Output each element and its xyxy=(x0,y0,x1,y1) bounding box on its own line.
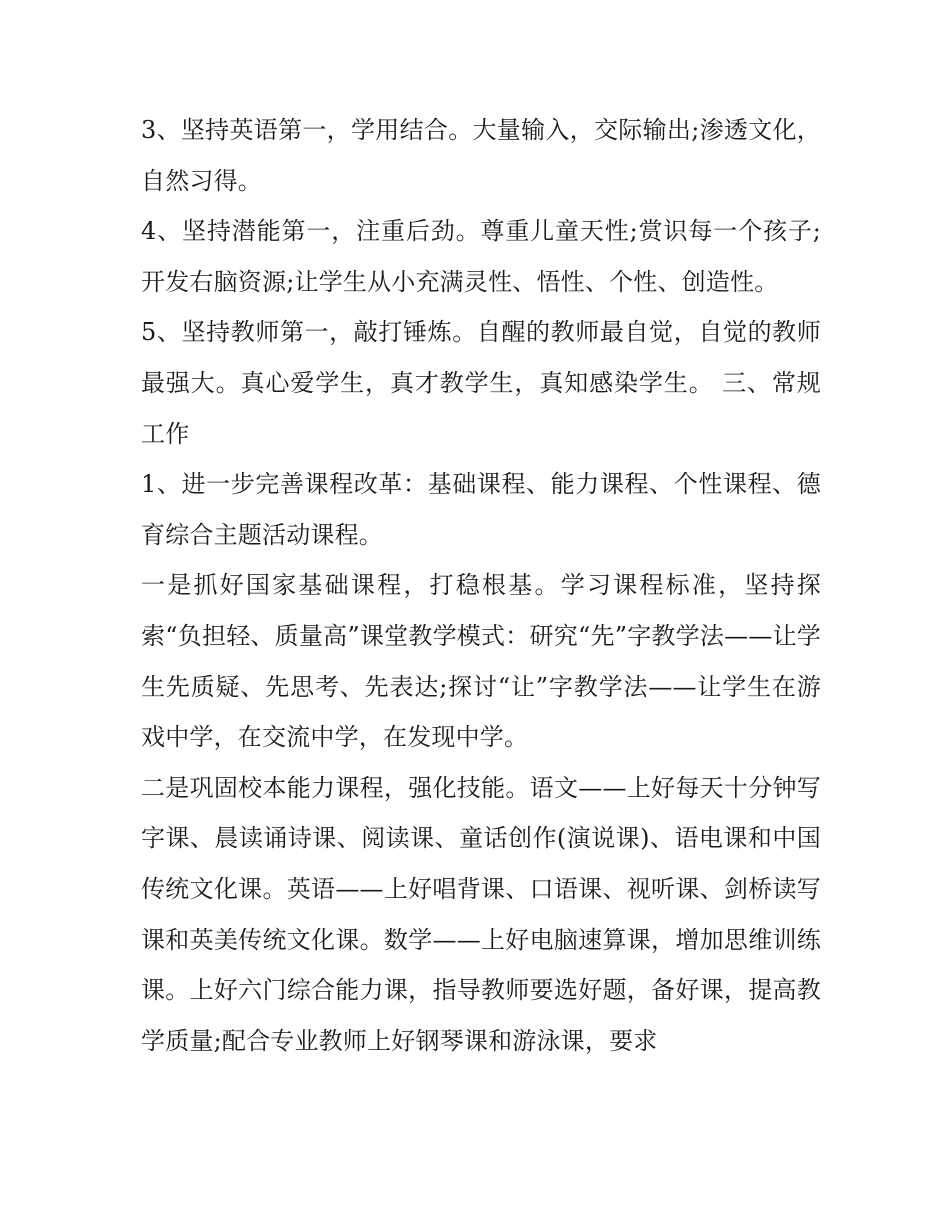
document-body xyxy=(141,105,821,1066)
paragraph-potential-first: 4、坚持潜能第一，注重后劲。尊重儿童天性;赏识每一个孩子;开发右脑资源;让学生从小充满灵性、悟性、个性、创造性。 xyxy=(141,217,821,296)
paragraph-basic-curriculum: 一是抓好国家基础课程，打稳根基。学习课程标准，坚持探索“负担轻、质量高”课堂教学模式：研究“先”字教学法——让学生先质疑、先思考、先表达;探讨“让”字教学法——让学生在游戏中学，在交流中学，在发现中学。 xyxy=(141,571,821,752)
paragraph-curriculum-reform: 1、进一步完善课程改革：基础课程、能力课程、个性课程、德育综合主题活动课程。 xyxy=(141,470,821,549)
paragraph-ability-curriculum: 二是巩固校本能力课程，强化技能。语文——上好每天十分钟写字课、晨读诵诗课、阅读课、童话创作(演说课)、语电课和中国传统文化课。英语——上好唱背课、口语课、视听课、剑桥读写课和英美传统文化课。数学——上好电脑速算课，增加思维训练课。上好六门综合能力课，指导教师要选好题，备好课，提高教学质量;配合专业教师上好钢琴课和游泳课，要求 xyxy=(141,773,821,1055)
paragraph-english-first: 3、坚持英语第一，学用结合。大量输入，交际输出;渗透文化，自然习得。 xyxy=(141,116,821,195)
paragraph-teacher-first: 5、坚持教师第一，敲打锤炼。自醒的教师最自觉，自觉的教师最强大。真心爱学生，真才教学生，真知感染学生。 三、常规工作 xyxy=(141,318,821,448)
